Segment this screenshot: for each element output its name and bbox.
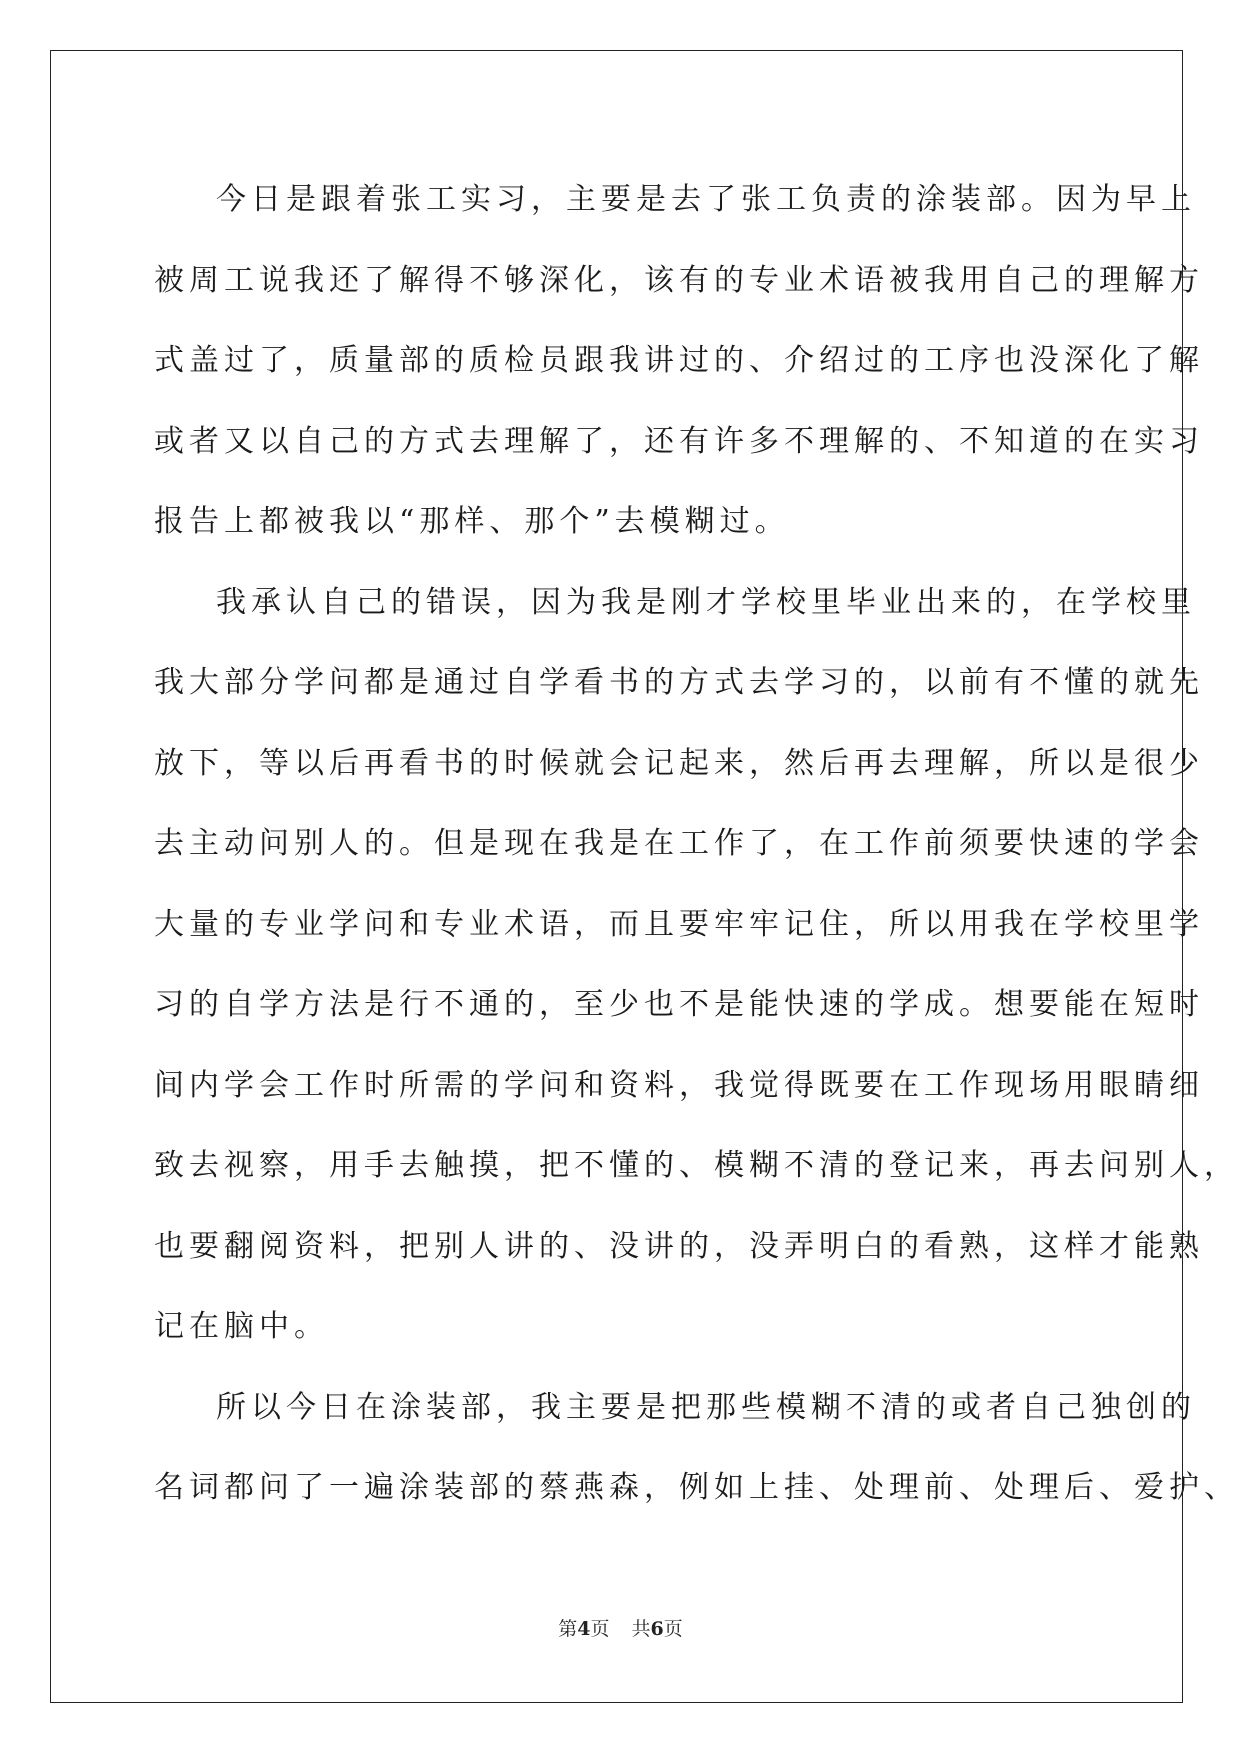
total-pages-number: 6 — [650, 1618, 664, 1640]
text-line: 大量的专业学问和专业术语，而且要牢牢记住，所以用我在学校里学 — [154, 906, 1204, 942]
text-line: 今日是跟着张工实习，主要是去了张工负责的涂装部。因为早上 — [216, 182, 1196, 217]
text-line: 间内学会工作时所需的学问和资料，我觉得既要在工作现场用眼睛细 — [154, 1067, 1204, 1103]
text-line: 名词都问了一遍涂装部的蔡燕森，例如上挂、处理前、处理后、爱护、 — [154, 1470, 1239, 1505]
text-line: 报告上都被我以“那样、那个”去模糊过。 — [154, 504, 790, 539]
text-line: 被周工说我还了解得不够深化，该有的专业术语被我用自己的理解方 — [154, 262, 1204, 298]
footer-page-word: 页 — [590, 1618, 610, 1640]
text-line: 我承认自己的错误，因为我是刚才学校里毕业出来的，在学校里 — [216, 584, 1196, 620]
text-line: 也要翻阅资料，把别人讲的、没讲的，没弄明白的看熟，这样才能熟 — [154, 1228, 1204, 1264]
text-line: 所以今日在涂装部，我主要是把那些模糊不清的或者自己独创的 — [216, 1389, 1196, 1425]
text-line: 习的自学方法是行不通的，至少也不是能快速的学成。想要能在短时 — [154, 987, 1204, 1022]
text-line: 去主动问别人的。但是现在我是在工作了，在工作前须要快速的学会 — [154, 826, 1204, 861]
text-line: 式盖过了，质量部的质检员跟我讲过的、介绍过的工序也没深化了解 — [154, 343, 1204, 378]
text-line: 记在脑中。 — [154, 1309, 329, 1344]
document-body — [154, 160, 1239, 1529]
footer-total-prefix: 共 — [631, 1618, 651, 1640]
text-line: 我大部分学问都是通过自学看书的方式去学习的，以前有不懂的就先 — [154, 665, 1204, 700]
text-line: 放下，等以后再看书的时候就会记起来，然后再去理解，所以是很少 — [154, 745, 1204, 781]
text-line: 或者又以自己的方式去理解了，还有许多不理解的、不知道的在实习 — [154, 423, 1204, 459]
footer-total-suffix: 页 — [663, 1618, 683, 1640]
page-footer — [0, 1614, 1241, 1641]
text-line: 致去视察，用手去触摸，把不懂的、模糊不清的登记来，再去问别人， — [154, 1148, 1239, 1183]
footer-prefix: 第 — [558, 1618, 578, 1640]
current-page-number: 4 — [577, 1618, 591, 1640]
